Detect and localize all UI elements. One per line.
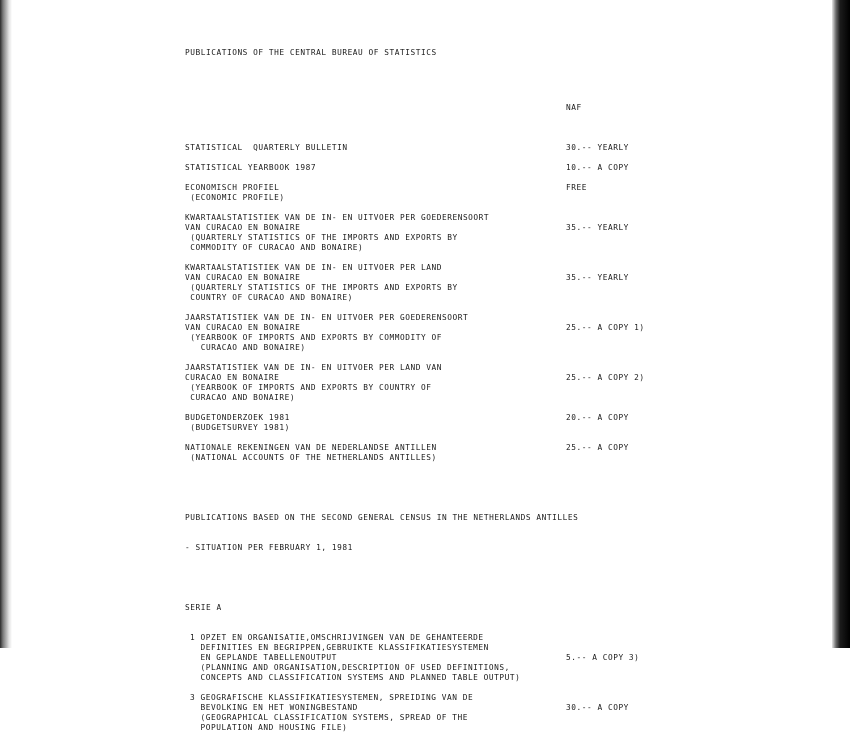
entry-text: NATIONALE REKENINGEN VAN DE NEDERLANDSE ANTILLEN: [185, 443, 437, 452]
entry-text-line: [185, 193, 655, 203]
entry-text-line: [185, 653, 655, 663]
publications-list: [185, 133, 655, 463]
entry-text: (QUARTERLY STATISTICS OF THE IMPORTS AND EXPORTS BY: [185, 283, 458, 292]
entry-text: (QUARTERLY STATISTICS OF THE IMPORTS AND EXPORTS BY: [185, 233, 458, 242]
price-label: 10.-- A COPY: [566, 163, 629, 172]
entry-text: (ECONOMIC PROFILE): [185, 193, 285, 202]
entry-text: STATISTICAL QUARTERLY BULLETIN: [185, 143, 348, 152]
price-label: 30.-- YEARLY: [566, 143, 629, 152]
publication-entry: [185, 263, 655, 303]
entry-text-line: [185, 283, 655, 293]
entry-text-line: [185, 323, 655, 333]
entry-text: JAARSTATISTIEK VAN DE IN- EN UITVOER PER GOEDERENSOORT: [185, 313, 469, 322]
publication-entry: [185, 163, 655, 173]
entry-text: VAN CURACAO EN BONAIRE: [185, 323, 301, 332]
scan-left-shadow: [0, 0, 12, 648]
census-heading-line-2: - SITUATION PER FEBRUARY 1, 1981: [185, 543, 353, 552]
currency-header: [185, 103, 655, 113]
publication-entry: [185, 693, 655, 733]
entry-text-line: [185, 703, 655, 713]
publication-entry: [185, 143, 655, 153]
entry-text-line: [185, 313, 655, 323]
entry-text: CURACAO AND BONAIRE): [185, 393, 296, 402]
entry-text: KWARTAALSTATISTIEK VAN DE IN- EN UITVOER PER LAND: [185, 263, 442, 272]
entry-text-line: [185, 183, 655, 193]
entry-text-line: [185, 163, 655, 173]
entry-text: COMMODITY OF CURACAO AND BONAIRE): [185, 243, 364, 252]
entry-text-line: [185, 373, 655, 383]
entry-text-line: [185, 343, 655, 353]
page-title: PUBLICATIONS OF THE CENTRAL BUREAU OF STATISTICS: [185, 48, 437, 57]
entry-text: POPULATION AND HOUSING FILE): [190, 723, 348, 732]
entry-text-line: [185, 713, 655, 723]
price-label: 30.-- A COPY: [566, 703, 629, 712]
price-label: 25.-- A COPY: [566, 443, 629, 452]
entry-text: (GEOGRAPHICAL CLASSIFICATION SYSTEMS, SPREAD OF THE: [190, 713, 468, 722]
entry-text-line: [185, 663, 655, 673]
entry-text-line: [185, 643, 655, 653]
entry-text: (PLANNING AND ORGANISATION,DESCRIPTION OF USED DEFINITIONS,: [190, 663, 510, 672]
entry-text-line: [185, 453, 655, 463]
entry-text: 1 OPZET EN ORGANISATIE,OMSCHRIJVINGEN VAN DE GEHANTEERDE: [190, 633, 484, 642]
price-label: 25.-- A COPY 1): [566, 323, 645, 332]
census-items-list: [185, 633, 655, 733]
entry-text: VAN CURACAO EN BONAIRE: [185, 223, 301, 232]
entry-text-line: [185, 243, 655, 253]
entry-text-line: [185, 673, 655, 683]
entry-text-line: [185, 423, 655, 433]
entry-text: DEFINITIES EN BEGRIPPEN,GEBRUIKTE KLASSIFIKATIESYSTEMEN: [190, 643, 489, 652]
entry-text: BUDGETONDERZOEK 1981: [185, 413, 290, 422]
entry-text: CURACAO EN BONAIRE: [185, 373, 280, 382]
price-label: FREE: [566, 183, 587, 192]
entry-text-line: [185, 223, 655, 233]
entry-text: EN GEPLANDE TABELLENOUTPUT: [190, 653, 337, 662]
serie-label: SERIE A: [185, 603, 222, 612]
scan-right-edge: [832, 0, 850, 648]
entry-text: ECONOMISCH PROFIEL: [185, 183, 280, 192]
price-label: 25.-- A COPY 2): [566, 373, 645, 382]
entry-text-line: [185, 143, 655, 153]
entry-text-line: [185, 723, 655, 733]
entry-text: JAARSTATISTIEK VAN DE IN- EN UITVOER PER LAND VAN: [185, 363, 442, 372]
entry-text: CURACAO AND BONAIRE): [185, 343, 306, 352]
publication-entry: [185, 213, 655, 253]
entry-text-line: [185, 693, 655, 703]
publication-entry: [185, 313, 655, 353]
census-heading-line-1: PUBLICATIONS BASED ON THE SECOND GENERAL CENSUS IN THE NETHERLANDS ANTILLES: [185, 513, 579, 522]
entry-text-line: [185, 633, 655, 643]
price-label: 35.-- YEARLY: [566, 223, 629, 232]
price-label: 20.-- A COPY: [566, 413, 629, 422]
entry-text: (YEARBOOK OF IMPORTS AND EXPORTS BY COMMODITY OF: [185, 333, 442, 342]
entry-text: (YEARBOOK OF IMPORTS AND EXPORTS BY COUNTRY OF: [185, 383, 432, 392]
entry-text: (NATIONAL ACCOUNTS OF THE NETHERLANDS ANTILLES): [185, 453, 437, 462]
entry-text-line: [185, 393, 655, 403]
entry-text: CONCEPTS AND CLASSIFICATION SYSTEMS AND PLANNED TABLE OUTPUT): [190, 673, 521, 682]
entry-text: 3 GEOGRAFISCHE KLASSIFIKATIESYSTEMEN, SPREIDING VAN DE: [190, 693, 474, 702]
entry-text-line: [185, 333, 655, 343]
currency-label: NAF: [566, 103, 582, 112]
entry-text: COUNTRY OF CURACAO AND BONAIRE): [185, 293, 353, 302]
entry-text-line: [185, 233, 655, 243]
entry-text-line: [185, 413, 655, 423]
publication-entry: [185, 443, 655, 463]
entry-text-line: [185, 213, 655, 223]
publication-entry: [185, 183, 655, 203]
entry-text: (BUDGETSURVEY 1981): [185, 423, 290, 432]
entry-text-line: [185, 263, 655, 273]
entry-text: BEVOLKING EN HET WONINGBESTAND: [190, 703, 358, 712]
entry-text-line: [185, 293, 655, 303]
entry-text: VAN CURACAO EN BONAIRE: [185, 273, 301, 282]
entry-text-line: [185, 363, 655, 373]
price-label: 35.-- YEARLY: [566, 273, 629, 282]
entry-text-line: [185, 383, 655, 393]
price-label: 5.-- A COPY 3): [566, 653, 640, 662]
publication-entry: [185, 363, 655, 403]
publication-entry: [185, 413, 655, 433]
entry-text-line: [185, 273, 655, 283]
document-page: [185, 28, 655, 732]
entry-text: STATISTICAL YEARBOOK 1987: [185, 163, 317, 172]
entry-text-line: [185, 443, 655, 453]
publication-entry: [185, 633, 655, 683]
entry-text: KWARTAALSTATISTIEK VAN DE IN- EN UITVOER PER GOEDERENSOORT: [185, 213, 490, 222]
